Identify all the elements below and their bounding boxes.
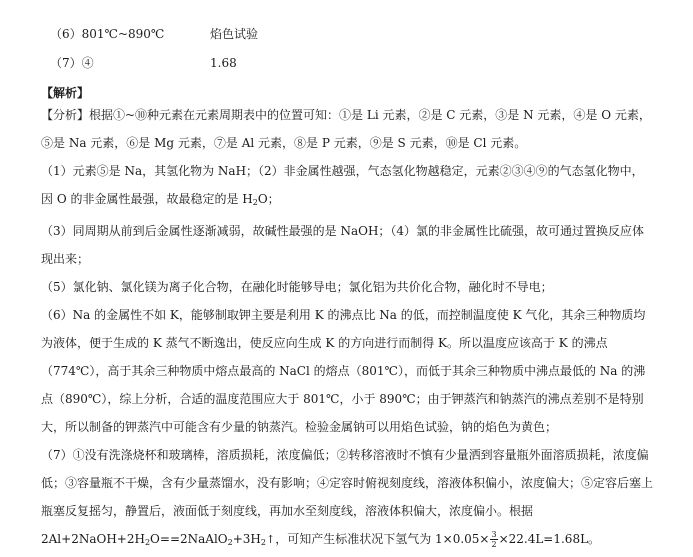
- fraction: $\frac{3}{2}$: [491, 530, 497, 549]
- chemical-equation: $2Al+2NaOH+2H_2O==2NaAlO_2+3H_2↑$，可知产生标准状况下氢气为 1×0.05× $\frac{3}{2}$ ×22.4L=1.68L。: [41, 530, 601, 549]
- answer-number: （6）801℃~890℃: [50, 27, 165, 41]
- analysis-paragraph: （5）氯化钠、氯化镁为离子化合物，在融化时能够导电；氯化铝为共价化合物，融化时不导电；: [41, 280, 553, 294]
- answer-value: 1.68: [210, 56, 237, 70]
- answer-number: （7）④: [50, 56, 94, 70]
- analysis-paragraph: 【分析】根据①~⑩种元素在元素周期表中的位置可知：①是 Li 元素，②是 C 元素，③是 N 元素，④是 O 元素，⑤是 Na 元素，⑥是 Mg 元素，⑦是 Al 元素，⑧是 P 元素，⑨是 S 元素，⑩是 Cl 元素。: [41, 108, 651, 150]
- answer-row-7: [50, 54, 237, 72]
- analysis-paragraph: （3）同周期从前到后金属性逐渐减弱，故碱性最强的是 NaOH；（4）氯的非金属性比硫强，故可通过置换反应体现出来；: [41, 224, 645, 266]
- answer-row-6: [50, 25, 258, 43]
- analysis-heading: 【解析】: [41, 86, 90, 100]
- analysis-paragraph: （7）①没有洗涤烧杯和玻璃棒，溶质损耗，浓度偏低；②转移溶液时不慎有少量洒到容量瓶外面溶质损耗，浓度偏低；③容量瓶不干燥，含有少量蒸馏水，没有影响；④定容时俯视刻度线，溶液体积偏小，浓度偏大；⑤定容后塞上瓶塞反复摇匀，静置后，液面低于刻度线，再加水至刻度线，溶液体积偏大，浓度偏小。根据: [41, 448, 654, 518]
- analysis-body: [41, 101, 653, 557]
- gas-arrow-icon: ↑: [265, 533, 276, 546]
- analysis-paragraph: （6）Na 的金属性不如 K，能够制取钾主要是利用 K 的沸点比 Na 的低，而控制温度使 K 气化，其余三种物质均为液体，便于生成的 K 蒸气不断逸出，使反应向生成 K 的方向进行而制得 K。所以温度应该高于 K 的沸点（774℃），高于其余三种物质中熔点最高的 NaCl 的熔点（801℃），而低于其余三种物质中沸点最低的 Na 的沸点（890℃），综上分析，合适的温度范围应大于 801℃，小于 890℃；由于钾蒸汽和钠蒸汽的沸点差别不是特别大，所以制备的钾蒸汽中可能含有少量的钠蒸汽。检验金属钠可以用焰色试验，钠的焰色为黄色；: [41, 308, 646, 434]
- answer-value: 焰色试验: [210, 27, 259, 41]
- analysis-paragraph: （1）元素⑤是 Na，其氢化物为 NaH；（2）非金属性越强，气态氢化物越稳定，元素②③④⑨的气态氢化物中，因 O 的非金属性最强，故最稳定的是 $H_2O$；: [41, 164, 644, 207]
